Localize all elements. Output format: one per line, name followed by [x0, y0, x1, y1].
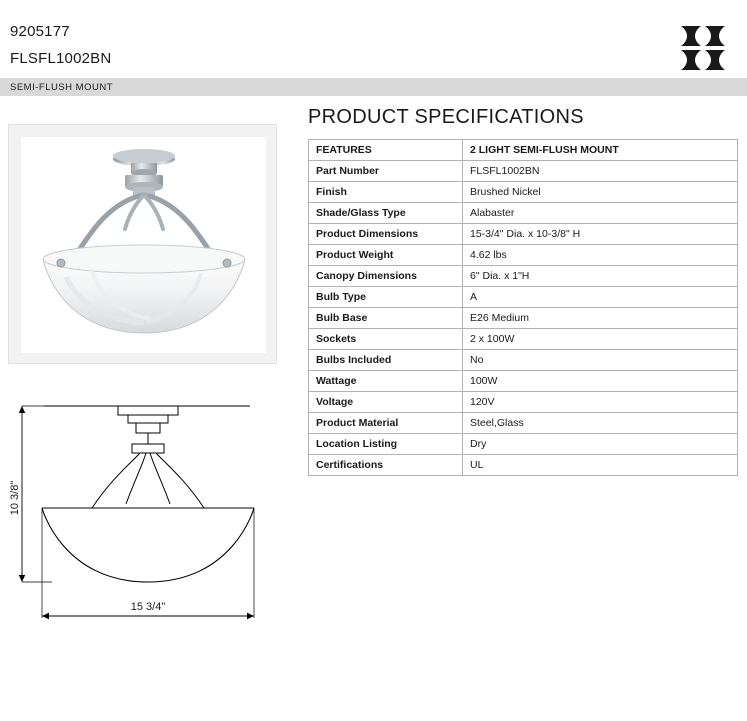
brand-logo-icon: [675, 20, 729, 74]
row-label: Product Dimensions: [309, 224, 463, 245]
document-header: [0, 0, 747, 78]
row-label: Bulb Type: [309, 287, 463, 308]
table-row: [309, 266, 738, 287]
row-label: Finish: [309, 182, 463, 203]
product-image: [21, 137, 266, 353]
row-value: 120V: [463, 392, 738, 413]
row-value: 100W: [463, 371, 738, 392]
row-label: Shade/Glass Type: [309, 203, 463, 224]
row-value: No: [463, 350, 738, 371]
row-value: 2 x 100W: [463, 329, 738, 350]
table-row: [309, 182, 738, 203]
row-value: 4.62 lbs: [463, 245, 738, 266]
row-label: Bulb Base: [309, 308, 463, 329]
row-label: Product Material: [309, 413, 463, 434]
table-row: [309, 434, 738, 455]
height-dimension-label: 10 3/8": [9, 480, 21, 516]
table-header-features: FEATURES: [309, 140, 463, 161]
table-row: [309, 203, 738, 224]
product-specifications: [308, 106, 738, 476]
row-value: E26 Medium: [463, 308, 738, 329]
row-value: Dry: [463, 434, 738, 455]
width-dimension-label: 15 3/4": [130, 601, 166, 613]
row-label: Canopy Dimensions: [309, 266, 463, 287]
table-row: [309, 413, 738, 434]
table-row: [309, 329, 738, 350]
table-row: [309, 245, 738, 266]
table-header-row: [309, 140, 738, 161]
specifications-table: [308, 139, 738, 476]
product-image-container: [8, 124, 277, 364]
row-value: Steel,Glass: [463, 413, 738, 434]
table-row: [309, 455, 738, 476]
row-label: Part Number: [309, 161, 463, 182]
specifications-title: PRODUCT SPECIFICATIONS: [308, 106, 584, 128]
row-value: 6" Dia. x 1"H: [463, 266, 738, 287]
row-label: Location Listing: [309, 434, 463, 455]
row-label: Certifications: [309, 455, 463, 476]
dimension-drawing: [0, 386, 300, 716]
row-label: Product Weight: [309, 245, 463, 266]
table-row: [309, 350, 738, 371]
table-row: [309, 224, 738, 245]
table-row: [309, 287, 738, 308]
row-label: Bulbs Included: [309, 350, 463, 371]
row-value: Brushed Nickel: [463, 182, 738, 203]
product-sku: 9205177: [10, 23, 70, 40]
category-label: SEMI-FLUSH MOUNT: [10, 81, 113, 93]
table-row: [309, 161, 738, 182]
row-value: Alabaster: [463, 203, 738, 224]
row-label: Voltage: [309, 392, 463, 413]
table-row: [309, 392, 738, 413]
row-value: FLSFL1002BN: [463, 161, 738, 182]
row-value: A: [463, 287, 738, 308]
product-model-number: FLSFL1002BN: [10, 50, 112, 67]
table-row: [309, 308, 738, 329]
table-header-value: 2 LIGHT SEMI-FLUSH MOUNT: [463, 140, 738, 161]
category-bar: [0, 78, 747, 96]
row-label: Wattage: [309, 371, 463, 392]
row-value: 15-3/4" Dia. x 10-3/8" H: [463, 224, 738, 245]
table-row: [309, 371, 738, 392]
row-label: Sockets: [309, 329, 463, 350]
row-value: UL: [463, 455, 738, 476]
